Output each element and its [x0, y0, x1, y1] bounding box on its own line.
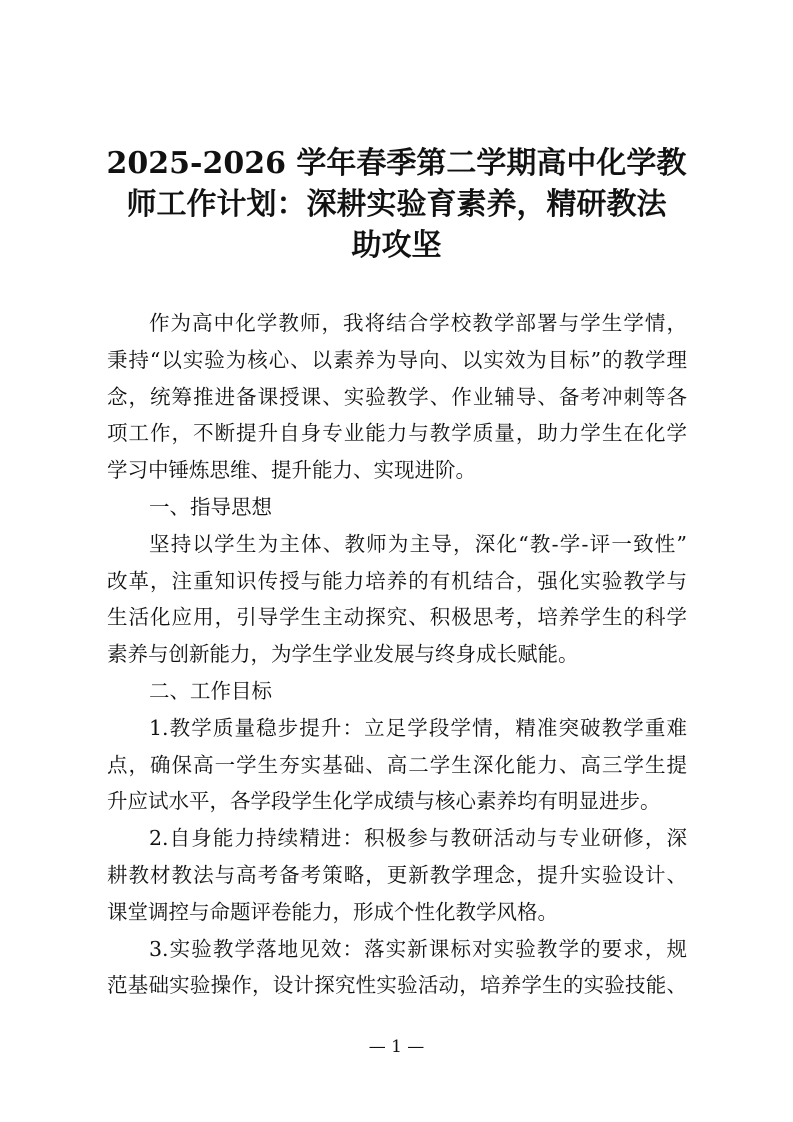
page-number: — 1 — [368, 1037, 425, 1057]
text-line: 念，统筹推进备课授课、实验教学、作业辅导、备考冲刺等各 [107, 384, 687, 409]
text-line: 秉持“以实验为核心、以素养为导向、以实效为目标”的教学理 [107, 347, 687, 372]
text-line: 范基础实验操作，设计探究性实验活动，培养学生的实验技能、 [107, 973, 687, 998]
title-line: 2025-2026 学年春季第二学期高中化学教 [106, 146, 687, 181]
text-line: 素养与创新能力，为学生学业发展与终身成长赋能。 [107, 642, 579, 667]
document-body [107, 305, 687, 1004]
text-line: 项工作，不断提升自身专业能力与教学质量，助力学生在化学 [107, 421, 687, 446]
text-line: 学习中锤炼思维、提升能力、实现进阶。 [107, 458, 476, 483]
goal-item [107, 710, 687, 820]
text-line: 耕教材教法与高考备考策略，更新教学理念，提升实验设计、 [107, 862, 687, 887]
text-line: 一、指导思想 [149, 494, 272, 519]
section-heading [107, 673, 687, 710]
text-line: 3.实验教学落地见效：落实新课标对实验教学的要求，规 [149, 936, 687, 961]
section-heading [107, 489, 687, 526]
text-line: 课堂调控与命题评卷能力，形成个性化教学风格。 [107, 899, 558, 924]
goal-item [107, 820, 687, 930]
text-line: 生活化应用，引导学生主动探究、积极思考，培养学生的科学 [107, 605, 687, 630]
text-line: 升应试水平，各学段学生化学成绩与核心素养均有明显进步。 [107, 789, 661, 814]
document-title [100, 143, 693, 266]
text-line: 坚持以学生为主体、教师为主导，深化“教-学-评一致性” [149, 531, 687, 556]
title-line: 师工作计划：深耕实验育素养，精研教法 [126, 187, 667, 222]
text-line: 1.教学质量稳步提升：立足学段学情，精准突破教学重难 [149, 715, 687, 740]
text-line: 二、工作目标 [149, 678, 272, 703]
intro-paragraph [107, 305, 687, 489]
text-line: 作为高中化学教师，我将结合学校教学部署与学生学情， [149, 311, 687, 335]
text-line: 2.自身能力持续精进：积极参与教研活动与专业研修，深 [149, 826, 687, 851]
text-line: 改革，注重知识传授与能力培养的有机结合，强化实验教学与 [107, 568, 687, 593]
title-line: 助攻坚 [351, 228, 442, 263]
text-line: 点，确保高一学生夯实基础、高二学生深化能力、高三学生提 [107, 752, 687, 777]
goal-item [107, 931, 687, 1005]
guiding-paragraph [107, 526, 687, 673]
